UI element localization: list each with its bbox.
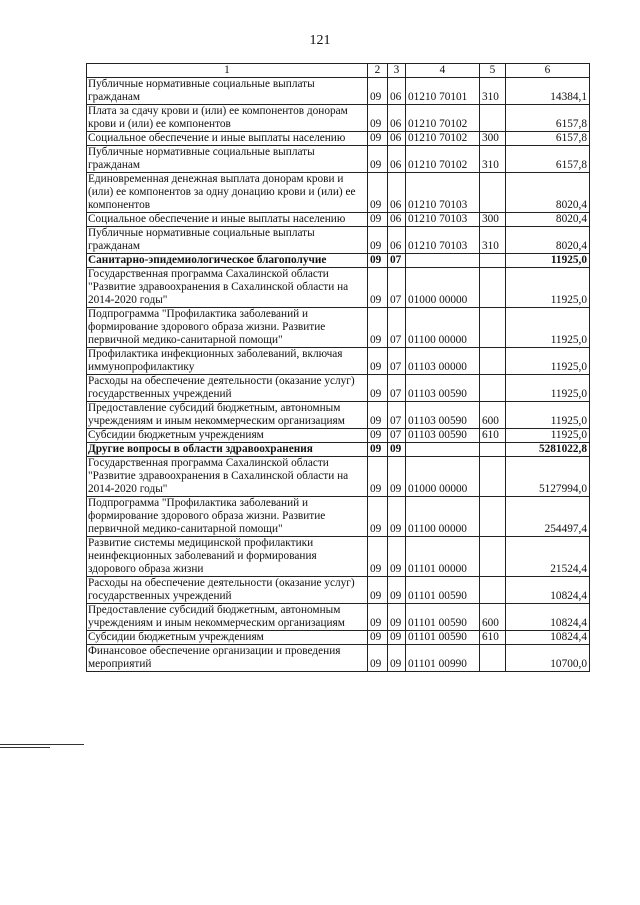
row-expense-type (480, 308, 506, 348)
table-row (87, 645, 590, 672)
row-description: Предоставление субсидий бюджетным, автономным учреждениям и иным некоммерческим организациям (87, 604, 368, 631)
row-section: 09 (368, 577, 388, 604)
row-target-code: 01210 70103 (406, 173, 480, 213)
table-row (87, 443, 590, 457)
row-description: Санитарно-эпидемиологическое благополучие (87, 254, 368, 268)
row-target-code: 01210 70103 (406, 227, 480, 254)
row-amount: 11925,0 (506, 402, 590, 429)
row-expense-type: 300 (480, 132, 506, 146)
row-subsection: 09 (388, 537, 406, 577)
row-expense-type: 300 (480, 213, 506, 227)
row-expense-type (480, 537, 506, 577)
row-target-code: 01210 70102 (406, 132, 480, 146)
row-target-code: 01101 00590 (406, 631, 480, 645)
row-section: 09 (368, 268, 388, 308)
row-target-code: 01103 00000 (406, 348, 480, 375)
row-description: Публичные нормативные социальные выплаты гражданам (87, 78, 368, 105)
table-row (87, 132, 590, 146)
row-subsection: 06 (388, 173, 406, 213)
row-subsection: 09 (388, 631, 406, 645)
table-row (87, 429, 590, 443)
row-section: 09 (368, 631, 388, 645)
row-subsection: 07 (388, 402, 406, 429)
row-description: Государственная программа Сахалинской области "Развитие здравоохранения в Сахалинской области на 2014-2020 годы" (87, 457, 368, 497)
row-subsection: 06 (388, 213, 406, 227)
row-expense-type (480, 254, 506, 268)
row-section: 09 (368, 402, 388, 429)
row-subsection: 06 (388, 132, 406, 146)
row-description: Субсидии бюджетным учреждениям (87, 631, 368, 645)
table-header-row (87, 64, 590, 78)
budget-table (86, 63, 590, 672)
row-amount: 11925,0 (506, 429, 590, 443)
header-col-5: 5 (480, 64, 506, 78)
row-amount: 11925,0 (506, 268, 590, 308)
table-row (87, 78, 590, 105)
row-target-code: 01101 00590 (406, 577, 480, 604)
row-section: 09 (368, 132, 388, 146)
row-target-code: 01101 00590 (406, 604, 480, 631)
row-section: 09 (368, 213, 388, 227)
header-col-4: 4 (406, 64, 480, 78)
row-expense-type (480, 577, 506, 604)
row-section: 09 (368, 146, 388, 173)
row-target-code (406, 254, 480, 268)
row-expense-type (480, 348, 506, 375)
row-subsection: 09 (388, 577, 406, 604)
row-expense-type (480, 105, 506, 132)
row-expense-type: 600 (480, 402, 506, 429)
row-subsection: 07 (388, 254, 406, 268)
row-description: Подпрограмма "Профилактика заболеваний и формирование здорового образа жизни. Развитие первичной медико-санитарной помощи" (87, 497, 368, 537)
row-target-code (406, 443, 480, 457)
row-amount: 14384,1 (506, 78, 590, 105)
row-description: Публичные нормативные социальные выплаты гражданам (87, 227, 368, 254)
row-target-code: 01100 00000 (406, 308, 480, 348)
row-amount: 10824,4 (506, 631, 590, 645)
row-amount: 254497,4 (506, 497, 590, 537)
row-target-code: 01210 70103 (406, 213, 480, 227)
row-description: Плата за сдачу крови и (или) ее компонентов донорам крови и (или) ее компонентов (87, 105, 368, 132)
row-description: Субсидии бюджетным учреждениям (87, 429, 368, 443)
header-col-2: 2 (368, 64, 388, 78)
row-description: Расходы на обеспечение деятельности (оказание услуг) государственных учреждений (87, 375, 368, 402)
row-amount: 11925,0 (506, 254, 590, 268)
row-target-code: 01103 00590 (406, 375, 480, 402)
row-amount: 11925,0 (506, 348, 590, 375)
row-subsection: 07 (388, 268, 406, 308)
row-subsection: 09 (388, 457, 406, 497)
row-amount: 21524,4 (506, 537, 590, 577)
row-section: 09 (368, 537, 388, 577)
row-section: 09 (368, 443, 388, 457)
row-amount: 8020,4 (506, 173, 590, 213)
row-amount: 6157,8 (506, 146, 590, 173)
row-section: 09 (368, 604, 388, 631)
header-col-6: 6 (506, 64, 590, 78)
row-amount: 5127994,0 (506, 457, 590, 497)
table-row (87, 348, 590, 375)
row-expense-type (480, 173, 506, 213)
header-col-1: 1 (87, 64, 368, 78)
row-expense-type (480, 497, 506, 537)
row-description: Финансовое обеспечение организации и проведения мероприятий (87, 645, 368, 672)
row-subsection: 09 (388, 443, 406, 457)
row-description: Расходы на обеспечение деятельности (оказание услуг) государственных учреждений (87, 577, 368, 604)
row-description: Государственная программа Сахалинской области "Развитие здравоохранения в Сахалинской области на 2014-2020 годы" (87, 268, 368, 308)
table-row (87, 497, 590, 537)
table-row (87, 457, 590, 497)
row-description: Развитие системы медицинской профилактики неинфекционных заболеваний и формирования здорового образа жизни (87, 537, 368, 577)
row-subsection: 06 (388, 227, 406, 254)
row-section: 09 (368, 308, 388, 348)
row-subsection: 06 (388, 146, 406, 173)
row-description: Социальное обеспечение и иные выплаты населению (87, 213, 368, 227)
table-row (87, 146, 590, 173)
table-row (87, 268, 590, 308)
row-amount: 11925,0 (506, 375, 590, 402)
row-target-code: 01210 70102 (406, 146, 480, 173)
table-row (87, 604, 590, 631)
header-col-3: 3 (388, 64, 406, 78)
row-subsection: 09 (388, 604, 406, 631)
table-row (87, 227, 590, 254)
row-section: 09 (368, 227, 388, 254)
row-section: 09 (368, 105, 388, 132)
row-subsection: 06 (388, 105, 406, 132)
row-description: Публичные нормативные социальные выплаты гражданам (87, 146, 368, 173)
row-amount: 10700,0 (506, 645, 590, 672)
row-expense-type (480, 645, 506, 672)
row-expense-type (480, 443, 506, 457)
row-section: 09 (368, 497, 388, 537)
row-expense-type (480, 375, 506, 402)
row-section: 09 (368, 254, 388, 268)
row-description: Другие вопросы в области здравоохранения (87, 443, 368, 457)
row-section: 09 (368, 457, 388, 497)
row-expense-type (480, 268, 506, 308)
row-expense-type: 310 (480, 78, 506, 105)
row-target-code: 01210 70101 (406, 78, 480, 105)
row-amount: 6157,8 (506, 132, 590, 146)
table-row (87, 213, 590, 227)
row-amount: 10824,4 (506, 577, 590, 604)
row-amount: 6157,8 (506, 105, 590, 132)
row-description: Профилактика инфекционных заболеваний, включая иммунопрофилактику (87, 348, 368, 375)
row-target-code: 01103 00590 (406, 429, 480, 443)
row-subsection: 07 (388, 429, 406, 443)
row-subsection: 09 (388, 497, 406, 537)
row-description: Предоставление субсидий бюджетным, автономным учреждениям и иным некоммерческим организациям (87, 402, 368, 429)
row-expense-type: 310 (480, 146, 506, 173)
row-subsection: 09 (388, 645, 406, 672)
row-section: 09 (368, 375, 388, 402)
row-amount: 11925,0 (506, 308, 590, 348)
row-expense-type: 310 (480, 227, 506, 254)
row-section: 09 (368, 78, 388, 105)
row-expense-type: 610 (480, 429, 506, 443)
row-amount: 10824,4 (506, 604, 590, 631)
row-target-code: 01101 00990 (406, 645, 480, 672)
row-section: 09 (368, 645, 388, 672)
table-row (87, 308, 590, 348)
table-row (87, 375, 590, 402)
row-target-code: 01000 00000 (406, 268, 480, 308)
page-number: 121 (309, 33, 331, 48)
row-target-code: 01103 00590 (406, 402, 480, 429)
table-row (87, 402, 590, 429)
row-target-code: 01100 00000 (406, 497, 480, 537)
row-subsection: 07 (388, 375, 406, 402)
row-amount: 8020,4 (506, 213, 590, 227)
row-amount: 5281022,8 (506, 443, 590, 457)
row-section: 09 (368, 348, 388, 375)
row-target-code: 01101 00000 (406, 537, 480, 577)
row-section: 09 (368, 429, 388, 443)
scan-artifact-line (0, 744, 84, 745)
row-target-code: 01210 70102 (406, 105, 480, 132)
table-body (87, 78, 590, 672)
table-row (87, 537, 590, 577)
row-subsection: 06 (388, 78, 406, 105)
row-expense-type (480, 457, 506, 497)
table-row (87, 577, 590, 604)
row-expense-type: 610 (480, 631, 506, 645)
row-description: Подпрограмма "Профилактика заболеваний и формирование здорового образа жизни. Развитие первичной медико-санитарной помощи" (87, 308, 368, 348)
row-expense-type: 600 (480, 604, 506, 631)
table-row (87, 173, 590, 213)
scan-artifact-line (0, 747, 50, 748)
table-row (87, 631, 590, 645)
row-description: Социальное обеспечение и иные выплаты населению (87, 132, 368, 146)
row-amount: 8020,4 (506, 227, 590, 254)
row-subsection: 07 (388, 308, 406, 348)
table-row (87, 254, 590, 268)
row-target-code: 01000 00000 (406, 457, 480, 497)
row-description: Единовременная денежная выплата донорам крови и (или) ее компонентов за одну донацию крови и (или) ее компонентов (87, 173, 368, 213)
row-section: 09 (368, 173, 388, 213)
row-subsection: 07 (388, 348, 406, 375)
table-row (87, 105, 590, 132)
